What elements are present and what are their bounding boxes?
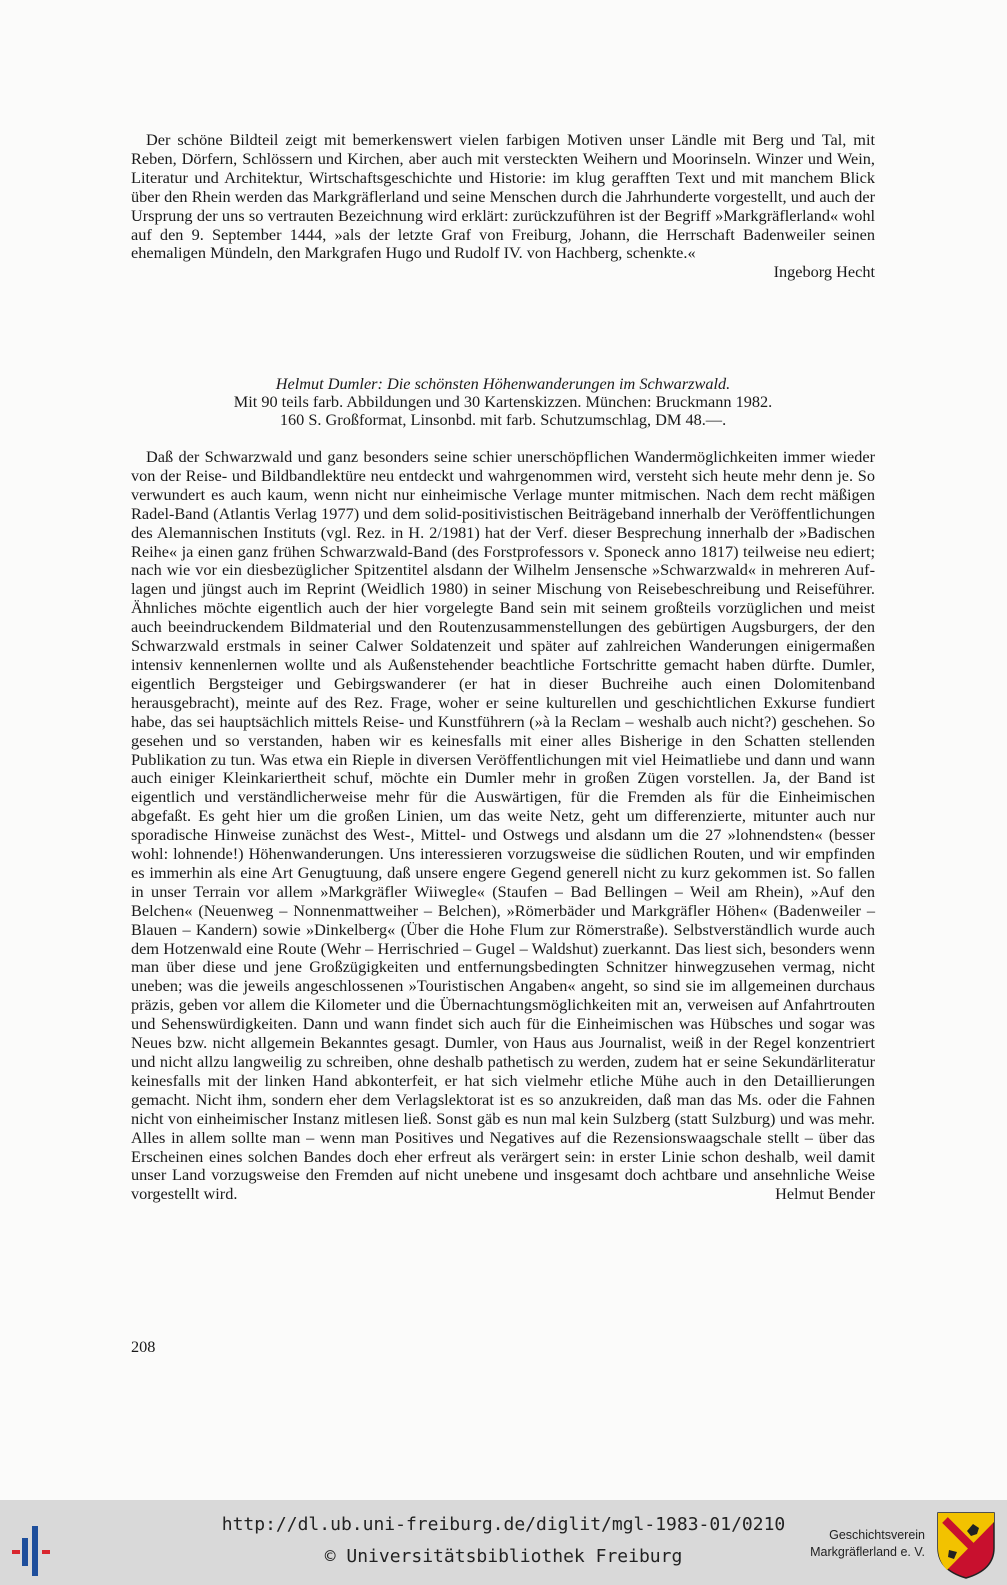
book-details: Mit 90 teils farb. Abbildungen und 30 Kartenskizzen. München: Bruckmann 1982.: [233, 391, 773, 411]
footer-bar: [0, 1500, 1007, 1585]
review-author: Ingeborg Hecht: [773, 262, 875, 282]
coat-of-arms-icon: [935, 1510, 997, 1580]
page-number: 208: [131, 1337, 156, 1356]
footer-url[interactable]: http://dl.ub.uni-freiburg.de/diglit/mgl-1983-01/0210: [221, 1514, 786, 1535]
book-heading: [131, 375, 875, 428]
footer-copyright: © Universitätsbibliothek Freiburg: [324, 1546, 683, 1567]
book-title: Helmut Dumler: Die schönsten Höhenwanderungen im Schwarzwald.: [275, 374, 731, 393]
society-name-line: Geschichtsverein: [829, 1528, 925, 1542]
review-paragraph: Daß der Schwarzwald und ganz besonders seine schier unerschöpflichen Wandermöglichkeiten immer wieder von der Reise- und Bildbandlektüre neu entdeckt und wahrgenommen wird, versteht sich heute mehr denn je. So verwundert es auch kaum, wenn nicht nur einheimische Verlage munter mitmischen. Nach dem recht mäßigen Radel-Band (Atlantis Verlag 1977) und dem solid-positivistischen Beiträgeband innerhalb der Veröffentlichungen des Alemannischen Instituts (vgl. Rez. in H. 2/1981) hat der Verf. dieser Besprechung innerhalb der »Badischen Reihe« ja einen ganz frühen Schwarzwald-Band (des Forstprofessors v. Sponeck anno 1817) teilweise neu ediert; nach wie vor ein diesbezüglicher Spitzentitel alsdann der Wilhelm Jensensche »Schwarzwald« in mehreren Auflagen und jüngst auch im Reprint (Weidlich 1980) in seiner Mischung von Reisebeschreibung und Reiseführer. Ähnliches möchte eigentlich auch der hier vorgelegte Band sein mit seinem großteils vorzüglichen und meist auch beeindruckendem Bildmaterial und den Routenzusammenstellungen des gebürtigen Augsburgers, der den Schwarzwald erstmals in seiner Calwer Soldatenzeit und später auf zahlreichen Wanderungen einigermaßen intensiv kennenlernen wollte und als Außenstehender beachtliche Fortschritte gemacht haben dürfte. Dumler, eigentlich Bergsteiger und Gebirgswanderer (er hat in dieser Buchreihe auch einen Dolomitenband herausgebracht), meinte auf des Rez. Frage, woher er seine kulturellen und geschichtlichen Exkurse fundiert habe, das sei hauptsächlich mittels Reise- und Kunstführern (»à la Reclam – weshalb auch nicht?) geschehen. So gesehen und so verstanden, haben wir es keinesfalls mit einer alles Bisherige in den Schatten stellenden Publikation zu tun. Was etwa ein Rieple in diversen Veröffentlichungen mit viel Heimatliebe und dann und wann auch einiger Kleinkariertheit schuf, möchte ein Dumler mehr in großen Zügen vorstellen. Ja, der Band ist eigentlich und verständlicherweise mehr für die Auswärtigen, für die Fremden als für die Einheimischen abgefaßt. Es geht hier um die großen Linien, um das weite Netz, geht um differenzierte, mitunter auch nur sporadische Hinweise zunächst des West-, Mittel- und Ostwegs und alsdann um die 27 »lohnendsten« (besser wohl: lohnende!) Höhenwanderungen. Uns interessieren vorzugsweise die südlichen Routen, und wir empfinden es immerhin als eine Art Genugtuung, daß unsere engere Gegend generell nicht zu kurz gekommen ist. So fallen in unser Terrain vor allem »Markgräfler Wiiwegle« (Staufen – Bad Bellingen – Weil am Rhein), »Auf den Belchen« (Neuenweg – Nonnenmattweiher – Belchen), »Römerbäder und Markgräfler Höhen« (Badenweiler – Blauen – Kandern) sowie »Dinkelberg« (Über die Hohe Flum zur Römerstraße). Selbstverständlich wurde auch dem Hotzenwald eine Route (Wehr – Herrischried – Gugel – Waldshut) zuerkannt. Das liest sich, besonders wenn man über diese und jene Großzügigkeiten und entfernungsbedingten Schnitzer hinwegzusehen vermag, nicht uneben; was die jeweils angeschlossenen »Touristischen Angaben« angeht, so sind sie im allgemeinen durchaus präzis, geben vor allem die Kilometer und die Übernachtungsmöglichkeiten mit an, verweisen auf Anfahrtrouten und Sehenswürdigkeiten. Dann und wann findet sich auch für die Einheimischen was Hübsches und sogar was Neues bzw. nicht allgemein Bekanntes gesagt. Dumler, von Haus aus Journalist, weiß in der Regel konzentriert und nicht allzu langweilig zu schreiben, ohne deshalb pathetisch zu werden, zudem hat er seine Sekundärliteratur keinesfalls mit der linken Hand abkonterfeit, er hat sich vielmehr etliche Mühe auch in den Detaillierungen gemacht. Nicht ihm, sondern eher dem Verlagslektorat ist es so anzukreiden, daß man das Ms. oder die Fahnen nicht von einheimischer Instanz mitlesen ließ. Sonst gäb es nun mal kein Sulzberg (statt Sulzburg) und was mehr. Alles in allem sollte man – wenn man Positives und Negatives auf die Rezensionswaagschale stellt – über das Erscheinen eines solchen Bandes doch eher erfreut als verärgert sein: in erster Linie schon deshalb, weil damit unser Land vorzugsweise den Fremden auf nicht unebene und insgesamt doch achtbare und ansehnliche Weise vorgestellt wird.: [131, 447, 875, 1204]
review-helmut-bender: [131, 448, 875, 1204]
review-ingeborg-hecht: [131, 131, 875, 282]
review-paragraph: Der schöne Bildteil zeigt mit bemerkenswert vielen farbigen Motiven unser Ländle mit Berg und Tal, mit Reben, Dörfern, Schlössern und Kirchen, aber auch mit versteckten Weihern und Moorinseln. Winzer und Wein, Literatur und Architektur, Wirtschaftsgeschichte und Historie: im klug gerafften Text und mit manchem Blick über den Rhein werden das Markgräflerland und seine Menschen durch die Jahrhunderte vorgestellt, und auch der Ursprung der uns so vertrauten Bezeichnung wird erklärt: zurückzuführen ist der Begriff »Markgräflerland« wohl auf den 9. September 1444, »als der letzte Graf von Freiburg, Johann, die Herrschaft Badenweiler seinen ehemaligen Mündeln, den Markgrafen Hugo und Rudolf IV. von Hachberg, schenkte.«: [131, 130, 875, 263]
review-author: Helmut Bender: [775, 1184, 875, 1204]
society-name-line: Markgräflerland e. V.: [810, 1545, 925, 1559]
society-name: [800, 1527, 925, 1561]
book-details: 160 S. Großformat, Linsonbd. mit farb. Schutzumschlag, DM 48.—.: [279, 409, 727, 429]
